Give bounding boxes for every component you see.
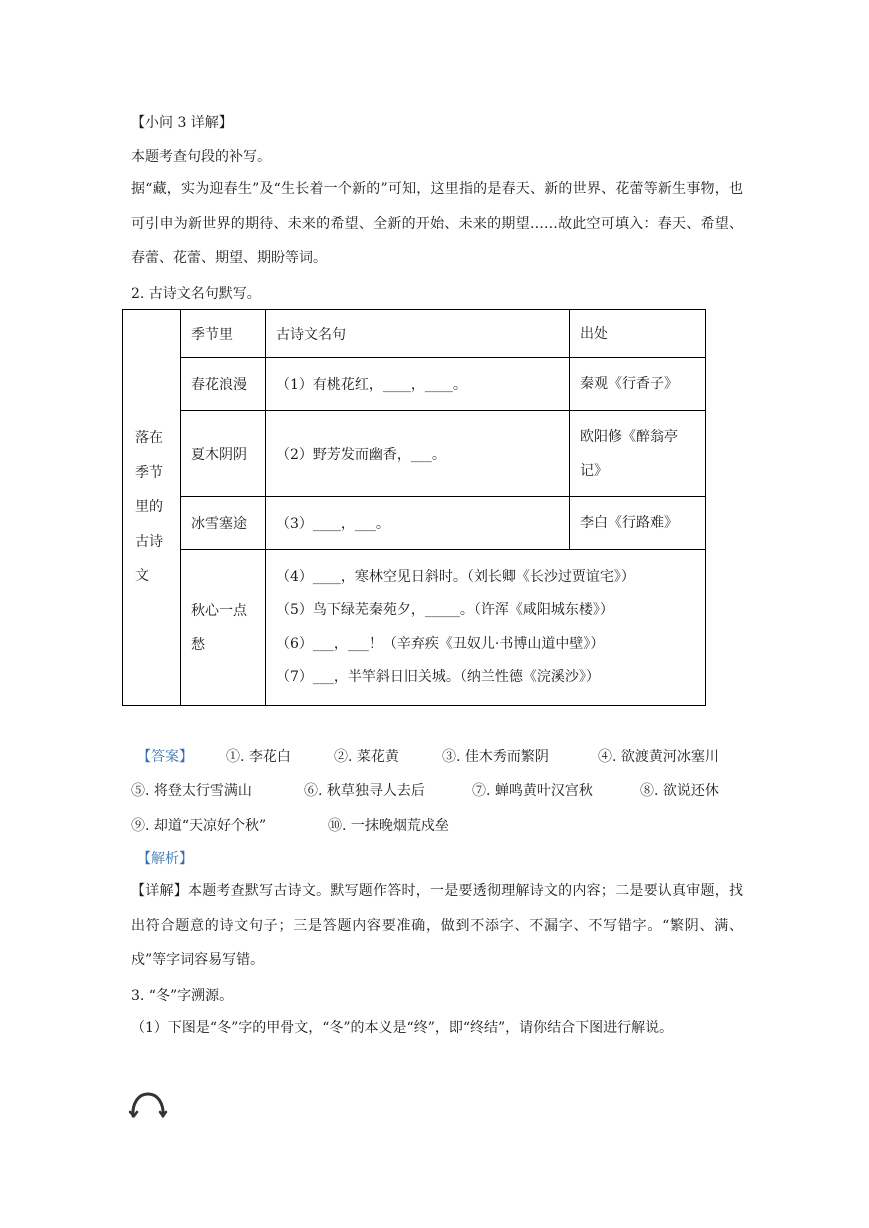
q3-question: （1）下图是“冬”字的甲骨文，“冬”的本义是“终”，即“终结”，请你结合下图进行解说。 [131,1020,674,1036]
poem-line-cell: （1）有桃花红，____，____。 [266,358,570,411]
table-side-label: 落在季节里的古诗文 [123,310,181,706]
answer-item: ⑩. 一抹晚烟荒戍垒 [328,818,449,834]
poem-line: （6）___，___！（辛弃疾《丑奴儿·书博山道中壁》） [276,635,605,652]
q2-detail: 【详解】本题考查默写古诗文。默写题作答时，一是要透彻理解诗文的内容；二是要认真审题，找出符合题意的诗文句子；三是答题内容要准确，做到不添字、不漏字、不写错字。“繁阴、满、戍”等字词容易写错。 [131,883,743,968]
poem-table [122,309,706,706]
season-cell: 春花浪漫 [181,358,266,411]
sub3-heading: 【小问 3 详解】 [131,115,233,131]
answer-item: ②. 菜花黄 [334,749,399,765]
season-cell-autumn: 秋心一点愁 [181,550,266,706]
oracle-bone-dong-icon [128,1090,168,1118]
answer-label: 【答案】 [137,749,193,765]
sub3-explanation: 据“藏，实为迎春生”及“生长着一个新的”可知，这里指的是春天、新的世界、花蕾等新生事物，也可引申为新世界的期待、未来的希望、全新的开始、未来的期望……故此空可填入：春天、希望、春蕾、花蕾、期望、期盼等词。 [131,181,743,266]
source-cell: 秦观《行香子》 [570,358,706,411]
analysis-label: 【解析】 [137,851,193,867]
source-cell: 欧阳修《醉翁亭记》 [570,411,706,497]
header-source: 出处 [570,310,706,358]
poem-line: （4）____，寒林空见日斜时。（刘长卿《长沙过贾谊宅》） [276,568,635,585]
season-cell: 夏木阴阴 [181,411,266,497]
season-cell: 冰雪塞途 [181,497,266,550]
header-line: 古诗文名句 [266,310,570,358]
q2-title: 2. 古诗文名句默写。 [131,286,261,302]
answer-item: ⑥. 秋草独寻人去后 [304,783,425,799]
poem-line: （5）鸟下绿芜秦苑夕，_____。（许浑《咸阳城东楼》） [276,602,614,618]
sub3-intro: 本题考查句段的补写。 [131,149,271,165]
poem-line: （7）___，半竿斜日旧关城。（纳兰性德《浣溪沙》） [276,669,600,685]
answer-item: ⑨. 却道“天凉好个秋” [131,818,267,834]
poem-line-cell: （3）____，___。 [266,497,570,550]
answer-item: ③. 佳木秀而繁阴 [442,749,549,765]
poem-line-cell: （2）野芳发而幽香，___。 [266,411,570,497]
answer-item: ⑧. 欲说还休 [640,783,719,799]
q3-title: 3. “冬”字溯源。 [131,988,234,1004]
answer-item: ⑦. 蝉鸣黄叶汉宫秋 [472,783,593,799]
header-season: 季节里 [181,310,266,358]
answer-item: ①. 李花白 [226,749,291,765]
autumn-lines-cell [266,550,706,706]
source-cell: 李白《行路难》 [570,497,706,550]
answer-item: ⑤. 将登太行雪满山 [131,783,252,799]
answer-item: ④. 欲渡黄河冰塞川 [598,749,719,765]
